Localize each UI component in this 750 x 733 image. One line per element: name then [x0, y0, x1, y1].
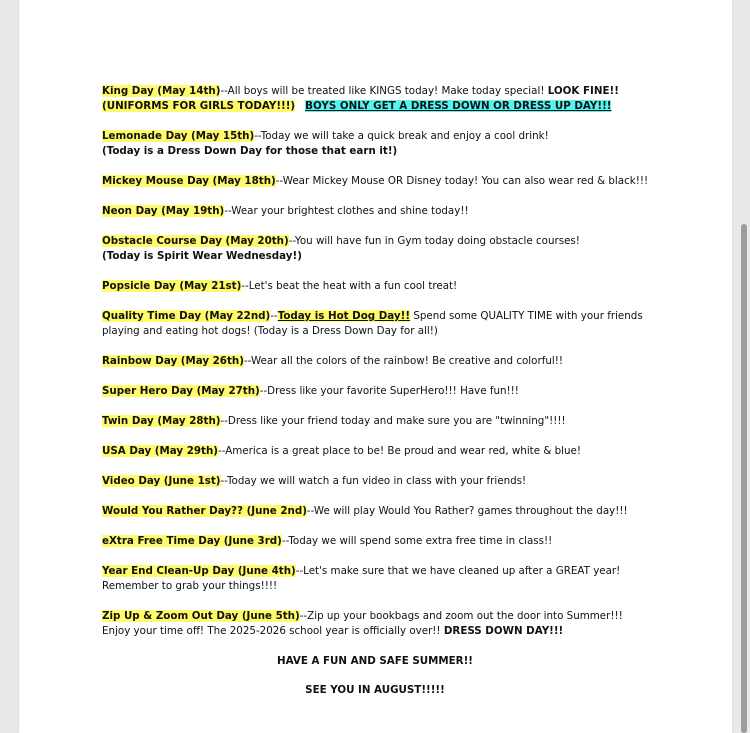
entry-title: Twin Day (May 28th): [102, 415, 221, 427]
entry-text: --Let's beat the heat with a fun cool treat!: [241, 280, 458, 292]
entry-clean-up-day: [102, 564, 672, 594]
entry-text: --Let's make sure that we have cleaned up after a GREAT year!: [295, 565, 621, 577]
entry-text: --Zip up your bookbags and zoom out the door into Summer!!!: [299, 610, 623, 622]
entry-text: --Dress like your friend today and make sure you are "twinning"!!!!: [220, 415, 566, 427]
entry-neon-day: [102, 204, 672, 219]
entry-mid-highlight: Today is Hot Dog Day!!: [277, 310, 411, 322]
scrollbar-thumb[interactable]: [741, 224, 747, 733]
entry-usa-day: [102, 444, 672, 459]
entry-text: --Wear Mickey Mouse OR Disney today! You can also wear red & black!!!: [275, 175, 649, 187]
entry-title: Rainbow Day (May 26th): [102, 355, 244, 367]
entry-title: Zip Up & Zoom Out Day (June 5th): [102, 610, 300, 622]
entry-line2: (Today is a Dress Down Day for those that earn it!): [102, 145, 398, 157]
entry-zip-up-day: [102, 609, 672, 639]
entry-mickey-day: [102, 174, 672, 189]
entry-title: Obstacle Course Day (May 20th): [102, 235, 289, 247]
closing-message: HAVE A FUN AND SAFE SUMMER!!: [276, 655, 473, 667]
entry-text: --Wear your brightest clothes and shine today!!: [224, 205, 469, 217]
entry-text: --Dress like your favorite SuperHero!!! Have fun!!!: [259, 385, 519, 397]
entry-title: Mickey Mouse Day (May 18th): [102, 175, 276, 187]
entry-title: USA Day (May 29th): [102, 445, 218, 457]
entry-text: --Today we will take a quick break and enjoy a cool drink!: [254, 130, 549, 142]
entry-line2: Remember to grab your things!!!!: [102, 580, 278, 592]
closing-see-you: SEE YOU IN AUGUST!!!!!: [305, 684, 445, 696]
entry-title: Video Day (June 1st): [102, 475, 221, 487]
entry-text: Spend some QUALITY TIME with your friends playing and eating hot dogs! (Today is a Dress Down Day for all!): [102, 310, 643, 337]
page-content: [102, 84, 672, 712]
entry-line2: Enjoy your time off! The 2025-2026 school year is officially over!!: [102, 625, 444, 637]
entry-bold-text: LOOK FINE!!: [547, 85, 619, 97]
entry-dash: --: [270, 310, 278, 322]
entry-title: Lemonade Day (May 15th): [102, 130, 255, 142]
entry-text: --You will have fun in Gym today doing obstacle courses!: [288, 235, 580, 247]
entry-rainbow-day: [102, 354, 672, 369]
entry-line2-highlight: (UNIFORMS FOR GIRLS TODAY!!!): [102, 100, 296, 112]
entry-extra-free-time-day: [102, 534, 672, 549]
entry-text: --Today we will watch a fun video in class with your friends!: [220, 475, 527, 487]
entry-title: eXtra Free Time Day (June 3rd): [102, 535, 282, 547]
entry-title: Year End Clean-Up Day (June 4th): [102, 565, 296, 577]
entry-twin-day: [102, 414, 672, 429]
entry-text: --We will play Would You Rather? games throughout the day!!!: [306, 505, 628, 517]
document-page: [19, 0, 732, 733]
entry-popsicle-day: [102, 279, 672, 294]
entry-line2-bold: DRESS DOWN DAY!!!: [443, 625, 564, 637]
entry-title: Popsicle Day (May 21st): [102, 280, 242, 292]
entry-would-you-rather-day: [102, 504, 672, 519]
entry-title: Quality Time Day (May 22nd): [102, 310, 271, 322]
entry-text: --America is a great place to be! Be proud and wear red, white & blue!: [217, 445, 582, 457]
entry-line2-cyan: BOYS ONLY GET A DRESS DOWN OR DRESS UP DAY!!!: [305, 100, 612, 112]
entry-lemonade-day: [102, 129, 672, 159]
entry-title: King Day (May 14th): [102, 85, 221, 97]
entry-obstacle-day: [102, 234, 672, 264]
entry-text: --All boys will be treated like KINGS today! Make today special!: [220, 85, 548, 97]
entry-title: Would You Rather Day?? (June 2nd): [102, 505, 307, 517]
scrollbar[interactable]: [738, 0, 750, 733]
entry-title: Super Hero Day (May 27th): [102, 385, 260, 397]
entry-text: --Today we will spend some extra free time in class!!: [281, 535, 553, 547]
entry-video-day: [102, 474, 672, 489]
entry-quality-time-day: [102, 309, 672, 339]
entry-king-day: [102, 84, 672, 114]
entry-super-hero-day: [102, 384, 672, 399]
entry-line2: (Today is Spirit Wear Wednesday!): [102, 250, 302, 262]
entry-text: --Wear all the colors of the rainbow! Be creative and colorful!!: [243, 355, 563, 367]
entry-title: Neon Day (May 19th): [102, 205, 225, 217]
